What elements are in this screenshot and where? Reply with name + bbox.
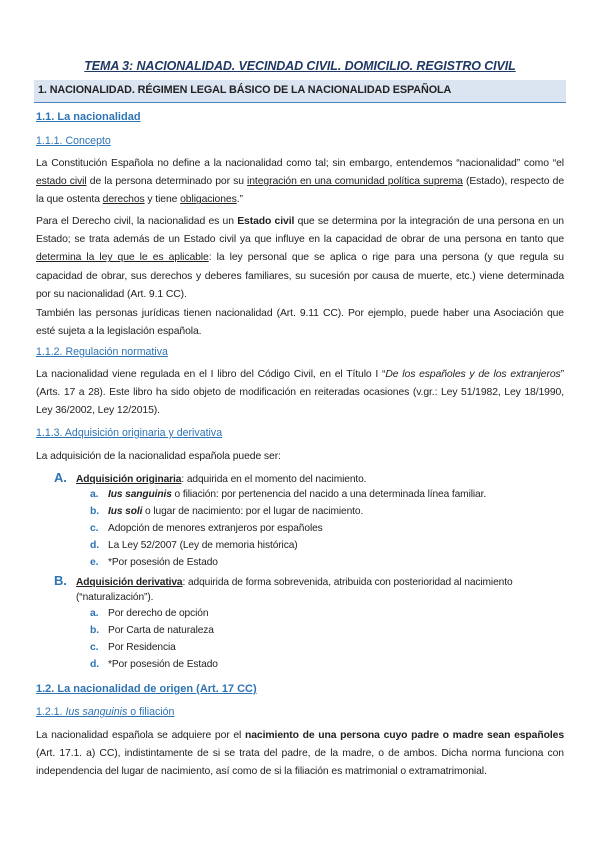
- heading-1-2-1: 1.2.1. Ius sanguinis o filiación: [36, 706, 175, 718]
- paragraph-regulacion: La nacionalidad viene regulada en el I libro del Código Civil, en el Título I “De los españoles y de los extranjeros” (Arts. 17 a 28). Este libro ha sido objeto de modificación en reiteradas ocasiones (v.gr.: Ley 51/1982, Ley 18/1990, Ley 36/2002, Ley 12/2015).: [36, 369, 564, 417]
- section-heading-1: 1. NACIONALIDAD. RÉGIMEN LEGAL BÁSICO DE LA NACIONALIDAD ESPAÑOLA: [38, 84, 452, 96]
- page-title: TEMA 3: NACIONALIDAD. VECINDAD CIVIL. DOMICILIO. REGISTRO CIVIL: [84, 59, 516, 73]
- list-item-B: B. Adquisición derivativa: adquirida de forma sobrevenida, atribuida con posterioridad al nacimiento: [54, 573, 513, 588]
- list-marker-B: B.: [54, 573, 67, 588]
- list-item-A-e: e. *Por posesión de Estado: [90, 557, 218, 568]
- heading-1-1-2: 1.1.2. Regulación normativa: [36, 346, 168, 358]
- list-item-A-c: c. Adopción de menores extranjeros por españoles: [90, 523, 323, 534]
- paragraph-concepto-3: También las personas jurídicas tienen nacionalidad (Art. 9.11 CC). Por ejemplo, puede haber una Asociación que esté sujeta a la legislación española.: [36, 308, 564, 338]
- list-item-B-c: c. Por Residencia: [90, 642, 176, 653]
- paragraph-concepto-2: Para el Derecho civil, la nacionalidad es un Estado civil que se determina por la integración de una persona en un Estado; se trata además de un Estado civil ya que influye en la capacidad de obrar de una persona en tanto que determina la ley que le es aplicable: la ley personal que se aplica o rige para una persona (y que regula su capacidad de obrar, sus derechos y deberes familiares, su sucesión por causa de muerte, etc.) viene determinada por su nacionalidad (Art. 9.1 CC).: [36, 216, 564, 300]
- section-heading-bar: [34, 80, 566, 103]
- list-item-A-d: d. La Ley 52/2007 (Ley de memoria histórica): [90, 540, 298, 551]
- heading-1-1-1: 1.1.1. Concepto: [36, 135, 111, 147]
- paragraph-adquisicion-intro: La adquisición de la nacionalidad española puede ser:: [36, 451, 281, 462]
- list-item-B-d: d. *Por posesión de Estado: [90, 659, 218, 670]
- list-marker-A: A.: [54, 470, 67, 485]
- list-item-B-continuation: (“naturalización”).: [76, 592, 154, 603]
- sublist-A: [90, 486, 486, 571]
- paragraph-origen: La nacionalidad española se adquiere por el nacimiento de una persona cuyo padre o madre sean españoles (Art. 17.1. a) CC), indistintamente de si se trata del padre, de la madre, o de ambos. Dicha norma funciona con independencia del lugar de nacimiento, así como de si la filiación es matrimonial o extramatrimonial.: [36, 730, 564, 778]
- heading-1-2: 1.2. La nacionalidad de origen (Art. 17 CC): [36, 683, 257, 695]
- list-item-B-a: a. Por derecho de opción: [90, 608, 209, 619]
- list-item-B-b: b. Por Carta de naturaleza: [90, 625, 214, 636]
- heading-1-1-3: 1.1.3. Adquisición originaria y derivativa: [36, 427, 223, 439]
- heading-1-1: 1.1. La nacionalidad: [36, 111, 141, 123]
- sublist-B: [90, 605, 218, 673]
- list-item-A: A. Adquisición originaria: adquirida en el momento del nacimiento.: [54, 470, 367, 485]
- paragraph-concepto-1: La Constitución Española no define a la nacionalidad como tal; sin embargo, entendemos “nacionalidad” como “el estado civil de la persona determinado por su integración en una comunidad política suprema (Estado), respecto de la que ostenta derechos y tiene obligaciones.”: [36, 158, 564, 206]
- list-item-A-a: a. Ius sanguinis o filiación: por pertenencia del nacido a una determinada línea familiar.: [90, 489, 487, 500]
- list-item-A-b: b. Ius soli o lugar de nacimiento: por el lugar de nacimiento.: [90, 506, 364, 517]
